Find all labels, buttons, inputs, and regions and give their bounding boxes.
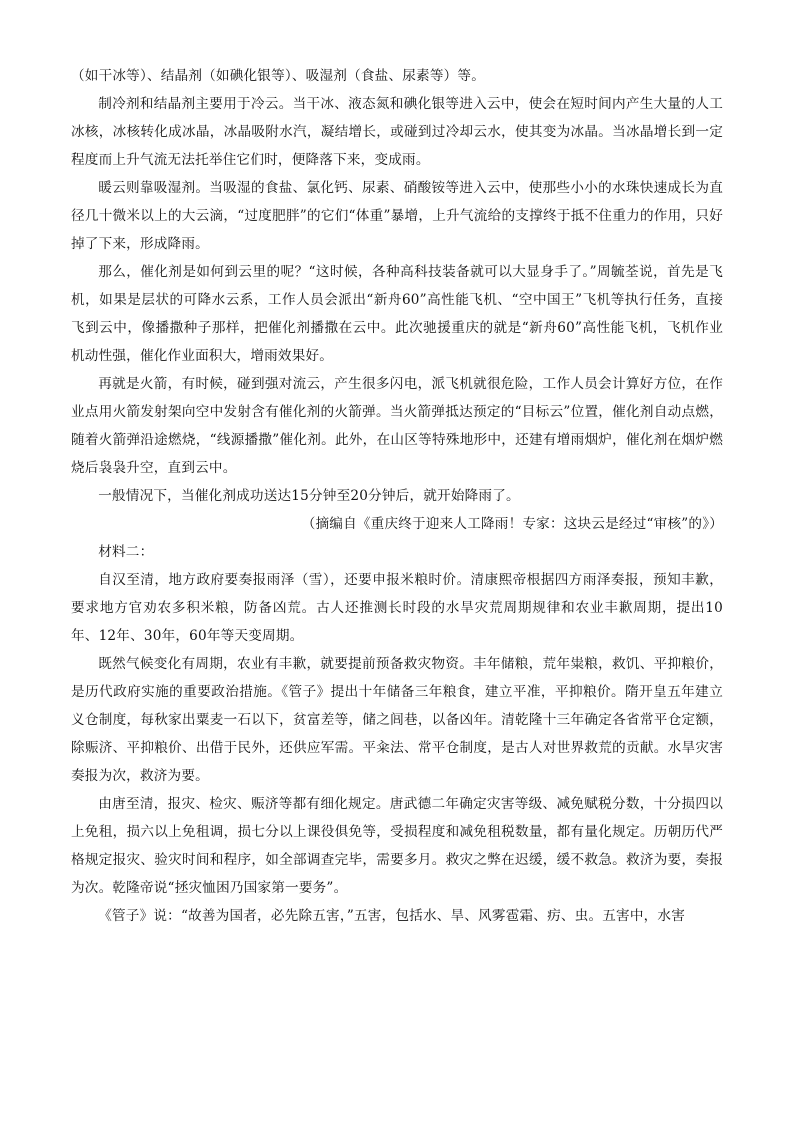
paragraph-rocket: 再就是火箭，有时候，碰到强对流云，产生很多闪电，派飞机就很危险，工作人员会计算好方位，在作业点用火箭发射架向空中发射含有催化剂的火箭弹。当火箭弹抵达预定的“目标云”位置，催化剂自动点燃，随着火箭弹沿途燃烧，“线源播撒”催化剂。此外，在山区等特殊地形中，还建有增雨烟炉，催化剂在烟炉燃烧后袅袅升空，直到云中。 [71,376,723,476]
paragraph-grain-reserve: 既然气候变化有周期，农业有丰歉，就要提前预备救灾物资。丰年储粮，荒年粜粮，救饥、平抑粮价，是历代政府实施的重要政治措施。《管子》提出十年储备三年粮食，建立平准，平抑粮价。隋开皇五年建立义仓制度，每秋家出粟麦一石以下，贫富差等，储之闾巷，以备凶年。清乾隆十三年确定各省常平仓定额，除赈济、平抑粮价、出借于民外，还供应军需。平籴法、常平仓制度，是古人对世界救荒的贡献。水旱灾害奏报为次，救济为要。 [71,656,723,784]
material-two-heading: 材料二： [98,544,154,560]
paragraph-five-harms: 《管子》说：“故善为国者，必先除五害，”五害，包括水、旱、风雾雹霜、疠、虫。五害中，水害 [98,908,686,924]
paragraph-rain-reports: 自汉至清，地方政府要奏报雨泽（雪），还要申报米粮时价。清康熙帝根据四方雨泽奏报，预知丰歉，要求地方官劝农多积米粮，防备凶荒。古人还推测长时段的水旱灾荒周期规律和农业丰歉周期，提出10年、12年、30年，60年等天变周期。 [71,572,723,644]
paragraph-aircraft: 那么，催化剂是如何到云里的呢？“这时候，各种高科技装备就可以大显身手了。”周毓荃说，首先是飞机，如果是层状的可降水云系，工作人员会派出“新舟60”高性能飞机、“空中国王”飞机等执行任务，直接飞到云中，像播撒种子那样，把催化剂播撒在云中。此次驰援重庆的就是“新舟60”高性能飞机，飞机作业机动性强，催化作业面积大，增雨效果好。 [71,264,723,364]
document-page [71,62,723,930]
paragraph-rain-timing: 一般情况下，当催化剂成功送达15分钟至20分钟后，就开始降雨了。 [98,488,520,504]
paragraph-continued: （如干冰等）、结晶剂（如碘化银等）、吸湿剂（食盐、尿素等）等。 [71,68,486,84]
source-citation: （摘编自《重庆终于迎来人工降雨！专家：这块云是经过“审核”的》） [301,516,723,532]
paragraph-cold-cloud: 制冷剂和结晶剂主要用于冷云。当干冰、液态氮和碘化银等进入云中，使会在短时间内产生大量的人工冰核，冰核转化成冰晶，冰晶吸附水汽，凝结增长，或碰到过冷却云水，使其变为冰晶。当冰晶增长到一定程度而上升气流无法托举住它们时，便降落下来，变成雨。 [71,96,723,168]
paragraph-disaster-relief: 由唐至清，报灾、检灾、赈济等都有细化规定。唐武德二年确定灾害等级、减免赋税分数，十分损四以上免租，损六以上免租调，损七分以上课役俱免等，受损程度和减免租税数量，都有量化规定。历朝历代严格规定报灾、验灾时间和程序，如全部调查完毕，需要多月。救灾之弊在迟缓，缓不救急。救济为要，奏报为次。乾隆帝说“拯灾恤困乃国家第一要务”。 [71,796,723,896]
paragraph-warm-cloud: 暖云则靠吸湿剂。当吸湿的食盐、氯化钙、尿素、硝酸铵等进入云中，使那些小小的水珠快速成长为直径几十微米以上的大云滴，“过度肥胖”的它们“体重”暴增，上升气流给的支撑终于抵不住重力的作用，只好掉了下来，形成降雨。 [71,180,723,252]
